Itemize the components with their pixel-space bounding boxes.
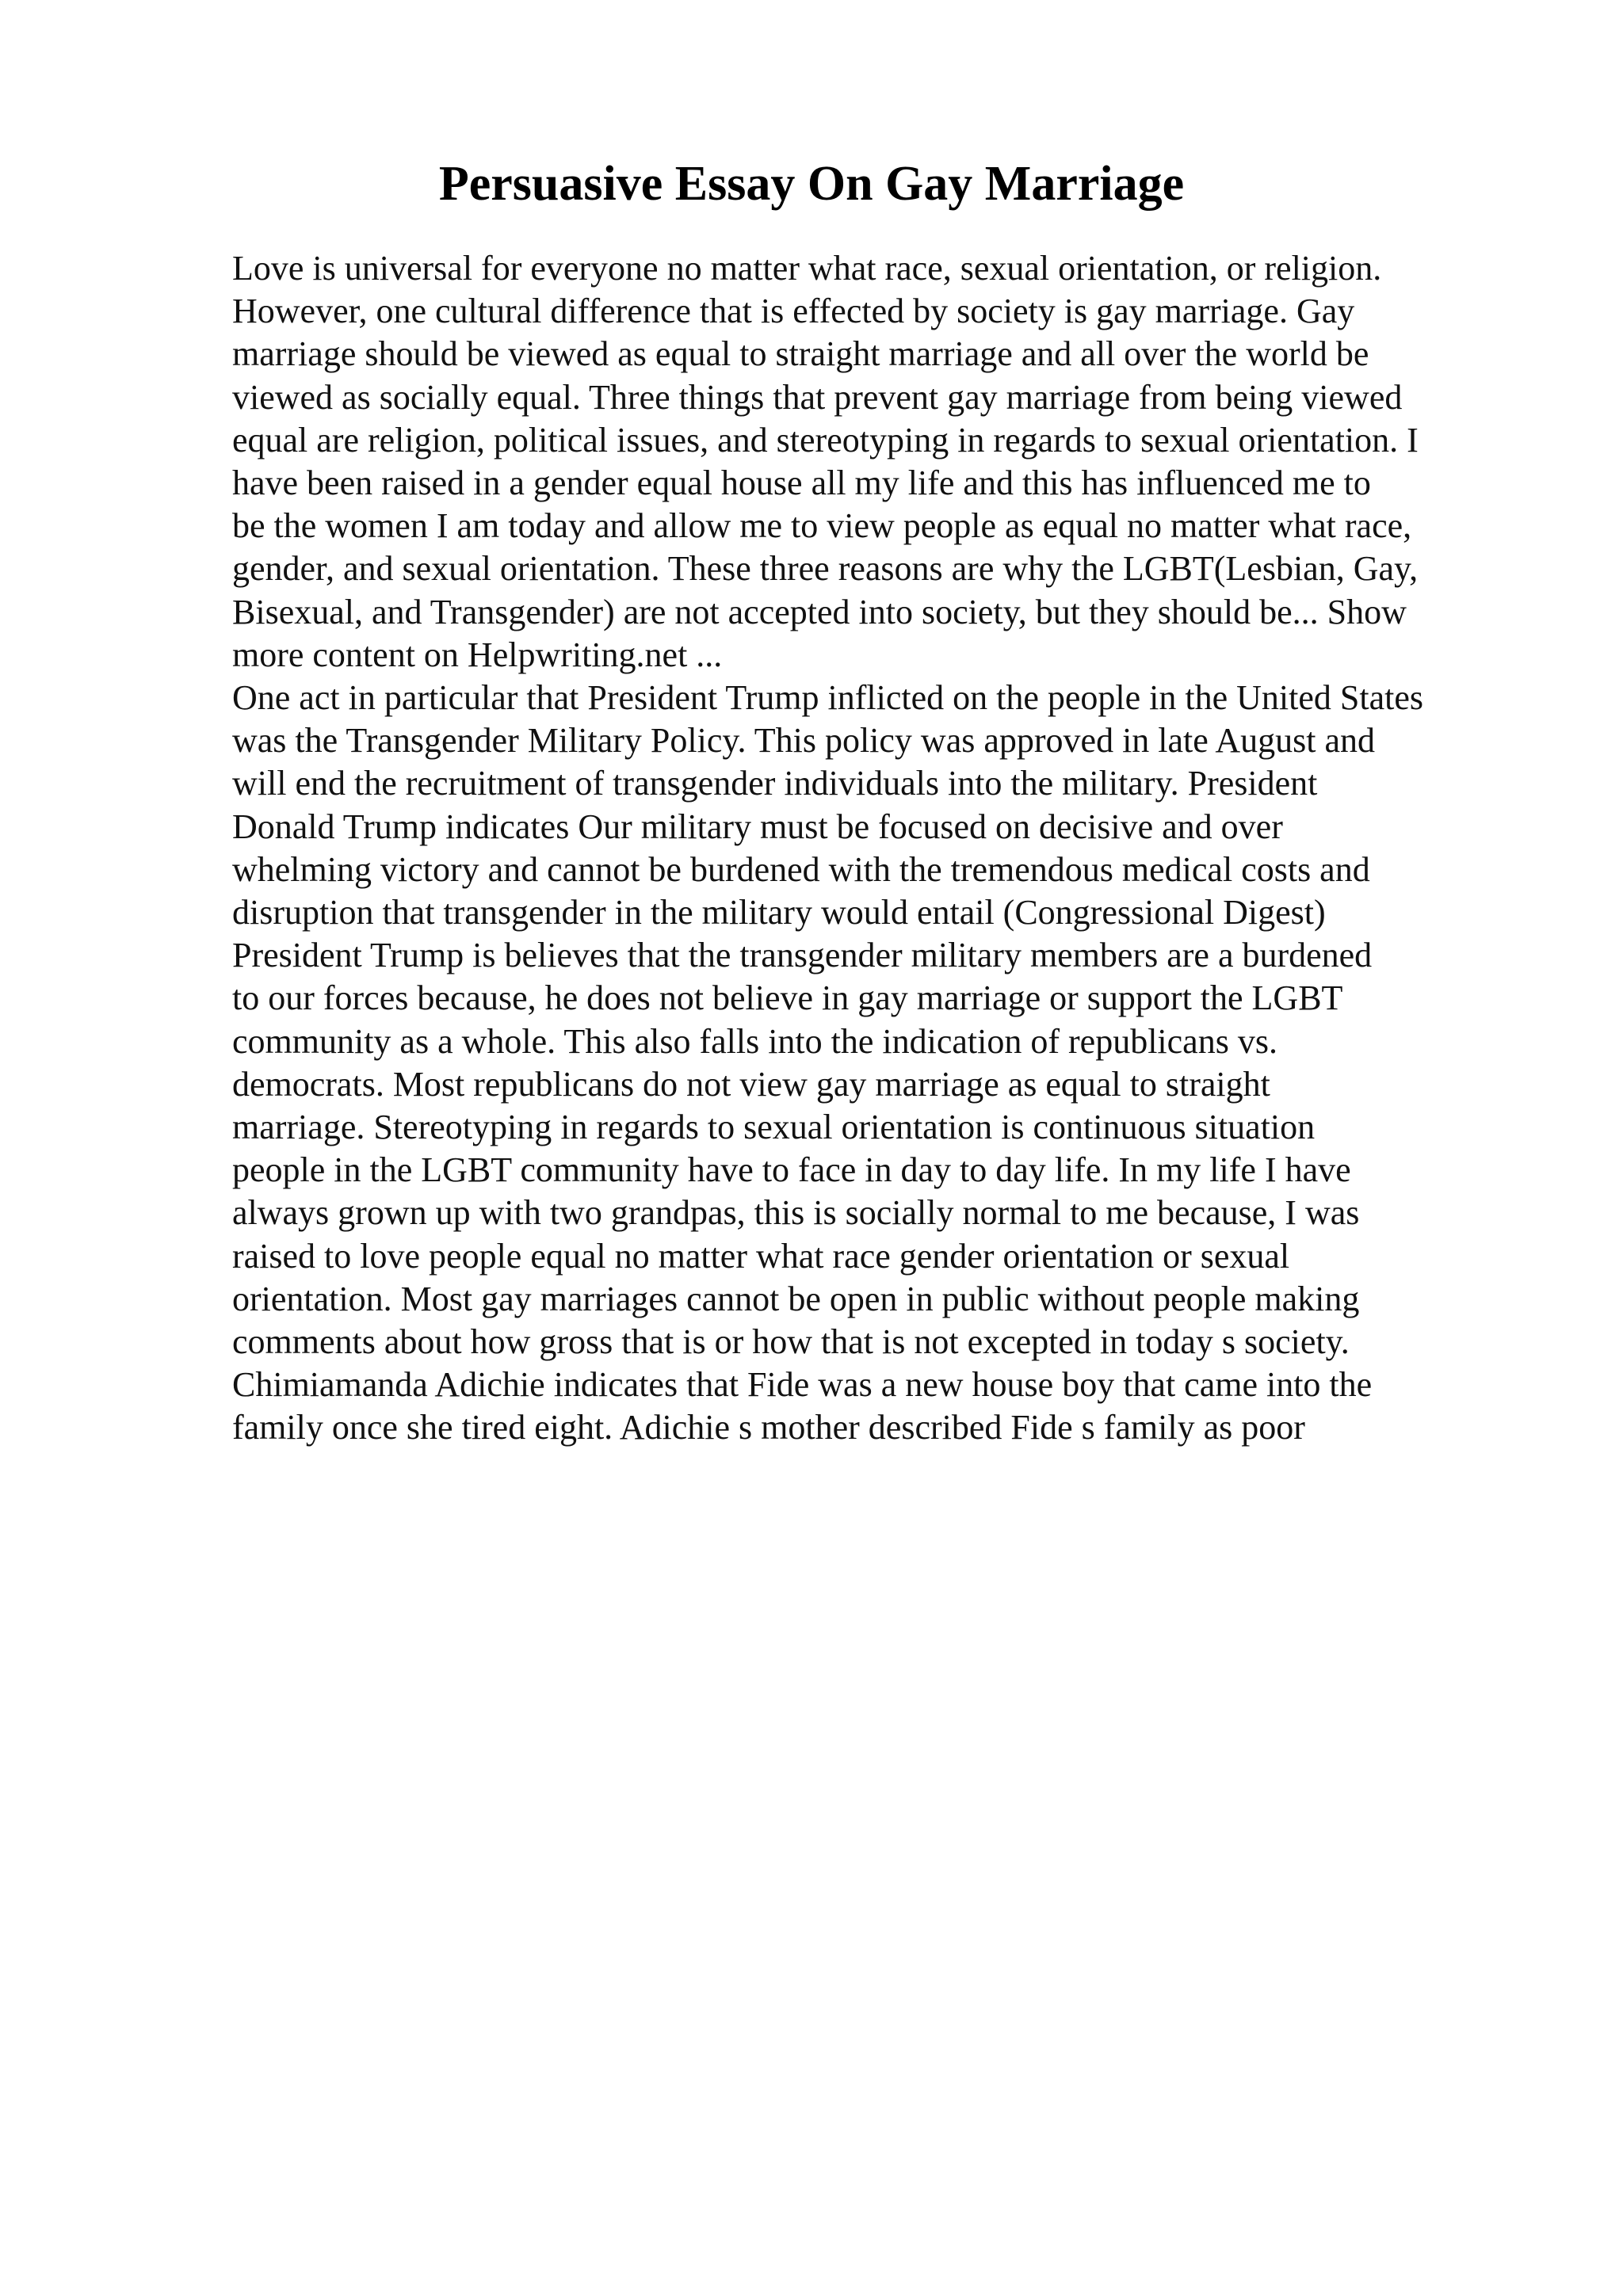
text-line: was the Transgender Military Policy. This policy was approved in late August and (232, 721, 1376, 761)
text-line: community as a whole. This also falls into the indication of republicans vs. (232, 1021, 1277, 1061)
text-line: raised to love people equal no matter what race gender orientation or sexual (232, 1236, 1290, 1276)
text-line: have been raised in a gender equal house all my life and this has influenced me to (232, 463, 1371, 503)
text-line: Chimiamanda Adichie indicates that Fide was a new house boy that came into the (232, 1365, 1373, 1405)
text-line: comments about how gross that is or how that is not excepted in today s society. (232, 1322, 1350, 1362)
text-line: Love is universal for everyone no matter what race, sexual orientation, or religion. (232, 249, 1382, 288)
text-line: be the women I am today and allow me to view people as equal no matter what race, (232, 506, 1412, 546)
text-line: Donald Trump indicates Our military must be focused on decisive and over (232, 807, 1283, 846)
text-line: disruption that transgender in the military would entail (Congressional Digest) (232, 893, 1326, 933)
text-line: to our forces because, he does not believe in gay marriage or support the LGBT (232, 978, 1343, 1018)
text-line: will end the recruitment of transgender individuals into the military. President (232, 764, 1318, 803)
text-line: whelming victory and cannot be burdened with the tremendous medical costs and (232, 849, 1370, 889)
text-line: However, one cultural difference that is effected by society is gay marriage. Gay (232, 292, 1355, 331)
text-line: more content on Helpwriting.net ... (232, 635, 723, 674)
document-body (232, 247, 1516, 1450)
text-line: Bisexual, and Transgender) are not accepted into society, but they should be... Show (232, 592, 1407, 631)
text-line: always grown up with two grandpas, this is socially normal to me because, I was (232, 1193, 1360, 1233)
text-line: orientation. Most gay marriages cannot be open in public without people making (232, 1279, 1360, 1318)
text-line: family once she tired eight. Adichie s mother described Fide s family as poor (232, 1408, 1305, 1447)
text-line: marriage. Stereotyping in regards to sexual orientation is continuous situation (232, 1108, 1316, 1147)
text-line: people in the LGBT community have to face in day to day life. In my life I have (232, 1150, 1351, 1190)
text-line: gender, and sexual orientation. These three reasons are why the LGBT(Lesbian, Gay, (232, 549, 1419, 589)
text-line: President Trump is believes that the transgender military members are a burdened (232, 936, 1373, 975)
text-line: equal are religion, political issues, and stereotyping in regards to sexual orientation. I (232, 420, 1419, 460)
text-line: One act in particular that President Trump inflicted on the people in the United States (232, 678, 1424, 718)
document-title: Persuasive Essay On Gay Marriage (438, 157, 1185, 211)
text-line: viewed as socially equal. Three things that prevent gay marriage from being viewed (232, 377, 1403, 417)
text-line: democrats. Most republicans do not view gay marriage as equal to straight (232, 1064, 1270, 1104)
text-line: marriage should be viewed as equal to straight marriage and all over the world be (232, 334, 1369, 374)
